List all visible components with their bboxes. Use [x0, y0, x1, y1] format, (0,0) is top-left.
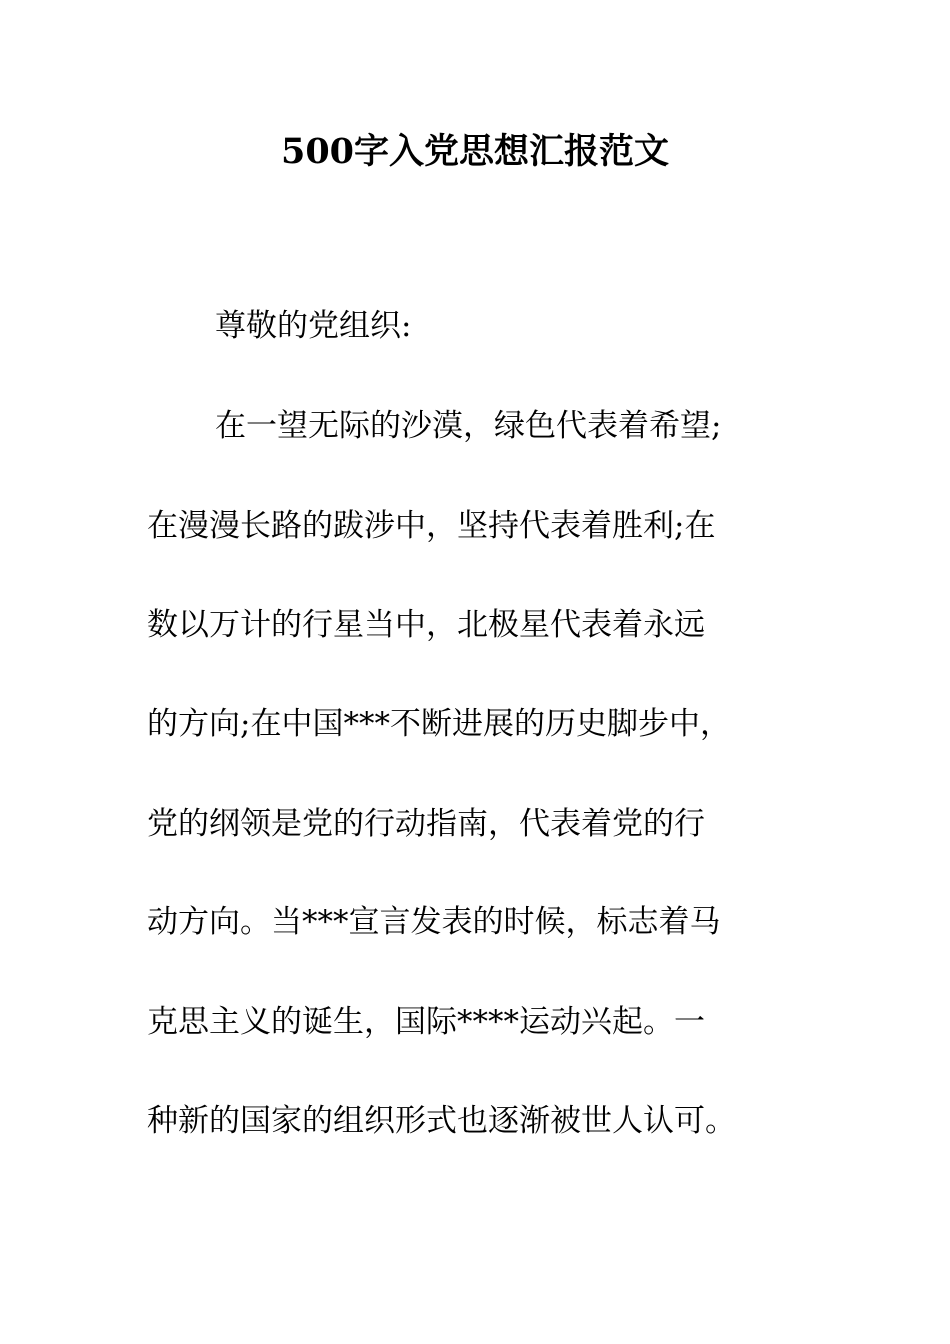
paragraph-line: 党的纲领是党的行动指南，代表着党的行 — [147, 806, 705, 842]
paragraph-line: 动方向。当***宣言发表的时候，标志着马 — [147, 904, 721, 940]
document-title: 500字入党思想汇报范文 — [280, 131, 670, 172]
paragraph-line: 的方向;在中国***不断进展的历史脚步中， — [147, 706, 731, 742]
paragraph-line: 种新的国家的组织形式也逐渐被世人认可。 — [147, 1103, 736, 1139]
salutation: 尊敬的党组织: — [215, 308, 412, 344]
paragraph-line: 克思主义的诞生，国际****运动兴起。一 — [147, 1004, 705, 1040]
paragraph-line: 在一望无际的沙漠，绿色代表着希望; — [215, 408, 722, 444]
paragraph-line: 数以万计的行星当中，北极星代表着永远 — [147, 607, 705, 643]
paragraph-line: 在漫漫长路的跋涉中，坚持代表着胜利;在 — [147, 508, 716, 544]
